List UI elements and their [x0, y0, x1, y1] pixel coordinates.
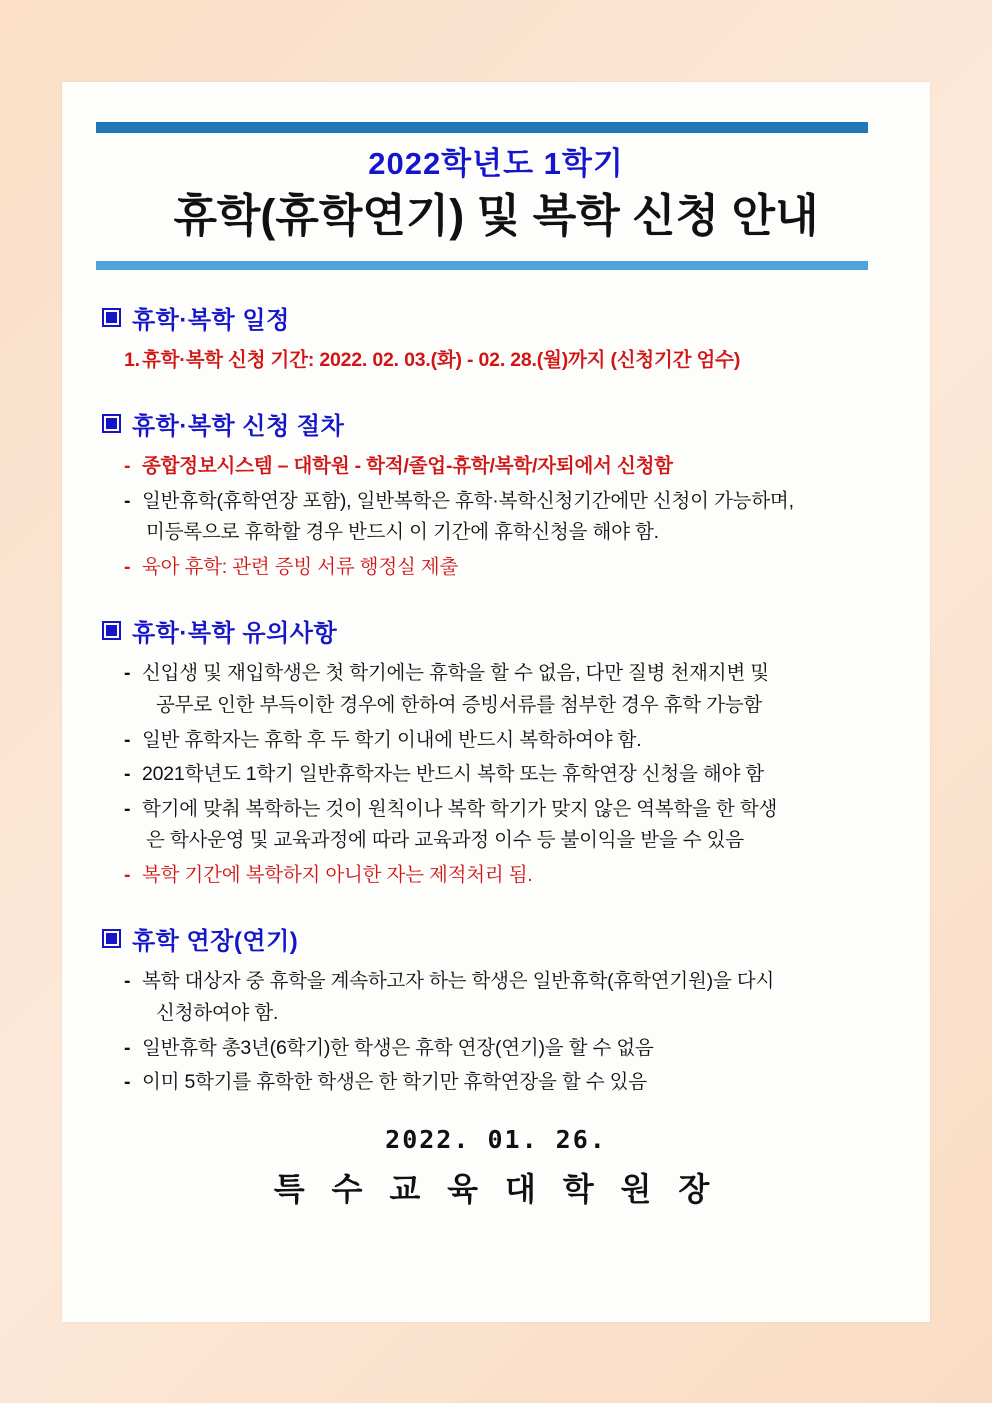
list-text-line1: 신입생 및 재입학생은 첫 학기에는 휴학을 할 수 없음, 다만 질병 천재지변 및	[142, 662, 769, 685]
section-title: 휴학·복학 신청 절차	[132, 413, 345, 441]
list-text: 일반휴학 총3년(6학기)한 학생은 휴학 연장(연기)을 할 수 없음	[142, 1036, 654, 1059]
list-text: 일반 휴학자는 휴학 후 두 학기 이내에 반드시 복학하여야 함.	[142, 728, 642, 751]
list-item	[124, 860, 896, 892]
section-extension	[96, 921, 896, 1098]
bullet-square-icon	[102, 621, 121, 640]
section-schedule	[96, 300, 896, 377]
list-marker: -	[124, 1036, 131, 1059]
section-heading	[102, 921, 896, 956]
list-text	[142, 966, 896, 1029]
section-heading	[102, 300, 896, 335]
list-item	[124, 966, 896, 1029]
list-text-line2: 은 학사운영 및 교육과정에 따라 교육과정 이수 등 불이익을 받을 수 있음	[146, 829, 744, 852]
section-title: 휴학 연장(연기)	[132, 928, 299, 956]
list-marker: -	[124, 970, 131, 993]
list-text: 복학 기간에 복학하지 아니한 자는 제적처리 됨.	[142, 863, 533, 886]
list-item	[124, 794, 896, 857]
list-text: 이미 5학기를 휴학한 학생은 한 학기만 휴학연장을 할 수 있음	[142, 1071, 647, 1094]
bullet-square-icon	[102, 414, 121, 433]
list-item	[124, 1067, 896, 1099]
section-title: 휴학·복학 유의사항	[132, 620, 338, 648]
document-footer	[96, 1125, 896, 1210]
list-item	[124, 658, 896, 721]
section-item-list	[102, 966, 896, 1098]
header-rule-bottom	[96, 261, 868, 270]
title-year: 2022학년도 1학기	[368, 146, 624, 181]
list-text-line2: 미등록으로 휴학할 경우 반드시 이 기간에 휴학신청을 해야 함.	[146, 521, 659, 544]
list-text	[142, 658, 896, 721]
section-heading	[102, 406, 896, 441]
list-text-line1: 학기에 맞춰 복학하는 것이 원칙이나 복학 학기가 맞지 않은 역복학을 한 학생	[142, 797, 778, 820]
page-inner	[96, 82, 896, 1322]
list-marker: -	[124, 863, 131, 886]
notice-page	[62, 82, 930, 1322]
list-marker: -	[124, 662, 131, 685]
bullet-square-icon	[102, 929, 121, 948]
list-text	[142, 486, 896, 549]
list-text-line2: 공무로 인한 부득이한 경우에 한하여 증빙서류를 첨부한 경우 휴학 가능함	[156, 693, 763, 716]
header-rule-top	[96, 122, 868, 133]
list-item	[124, 759, 896, 791]
list-item	[124, 486, 896, 549]
issuing-organization: 특 수 교 육 대 학 원 장	[273, 1170, 719, 1207]
list-marker: 1.	[124, 348, 140, 371]
list-text: 2021학년도 1학기 일반휴학자는 반드시 복학 또는 휴학연장 신청을 해야 함	[142, 763, 765, 786]
section-item-list	[102, 451, 896, 583]
list-text-line2: 신청하여야 함.	[156, 1002, 279, 1025]
list-text: 종합정보시스템 – 대학원 - 학적/졸업-휴학/복학/자퇴에서 신청함	[142, 455, 673, 478]
section-notes	[96, 613, 896, 891]
list-text-line1: 일반휴학(휴학연장 포함), 일반복학은 휴학·복학신청기간에만 신청이 가능하며,	[142, 489, 794, 512]
list-text: 육아 휴학: 관련 증빙 서류 행정실 제출	[142, 555, 459, 578]
list-marker: -	[124, 489, 131, 512]
list-marker: -	[124, 555, 131, 578]
section-title: 휴학·복학 일정	[132, 306, 290, 334]
list-text	[142, 794, 896, 857]
section-procedure	[96, 406, 896, 583]
list-marker: -	[124, 797, 131, 820]
list-item	[124, 552, 896, 584]
list-item	[124, 345, 896, 377]
bullet-square-icon	[102, 308, 121, 327]
list-text: 휴학·복학 신청 기간: 2022. 02. 03.(화) - 02. 28.(월)까지 (신청기간 엄수)	[142, 348, 741, 371]
list-marker: -	[124, 728, 131, 751]
list-item	[124, 1033, 896, 1065]
list-marker: -	[124, 455, 131, 478]
list-marker: -	[124, 1071, 131, 1094]
list-item	[124, 725, 896, 757]
list-marker: -	[124, 763, 131, 786]
page-title	[96, 133, 896, 253]
title-main: 휴학(휴학연기) 및 복학 신청 안내	[173, 189, 819, 241]
list-text-line1: 복학 대상자 중 휴학을 계속하고자 하는 학생은 일반휴학(휴학연기원)을 다시	[142, 970, 775, 993]
section-item-list	[102, 658, 896, 891]
section-heading	[102, 613, 896, 648]
issue-date: 2022. 01. 26.	[385, 1124, 607, 1154]
list-item	[124, 451, 896, 483]
section-item-list	[102, 345, 896, 377]
